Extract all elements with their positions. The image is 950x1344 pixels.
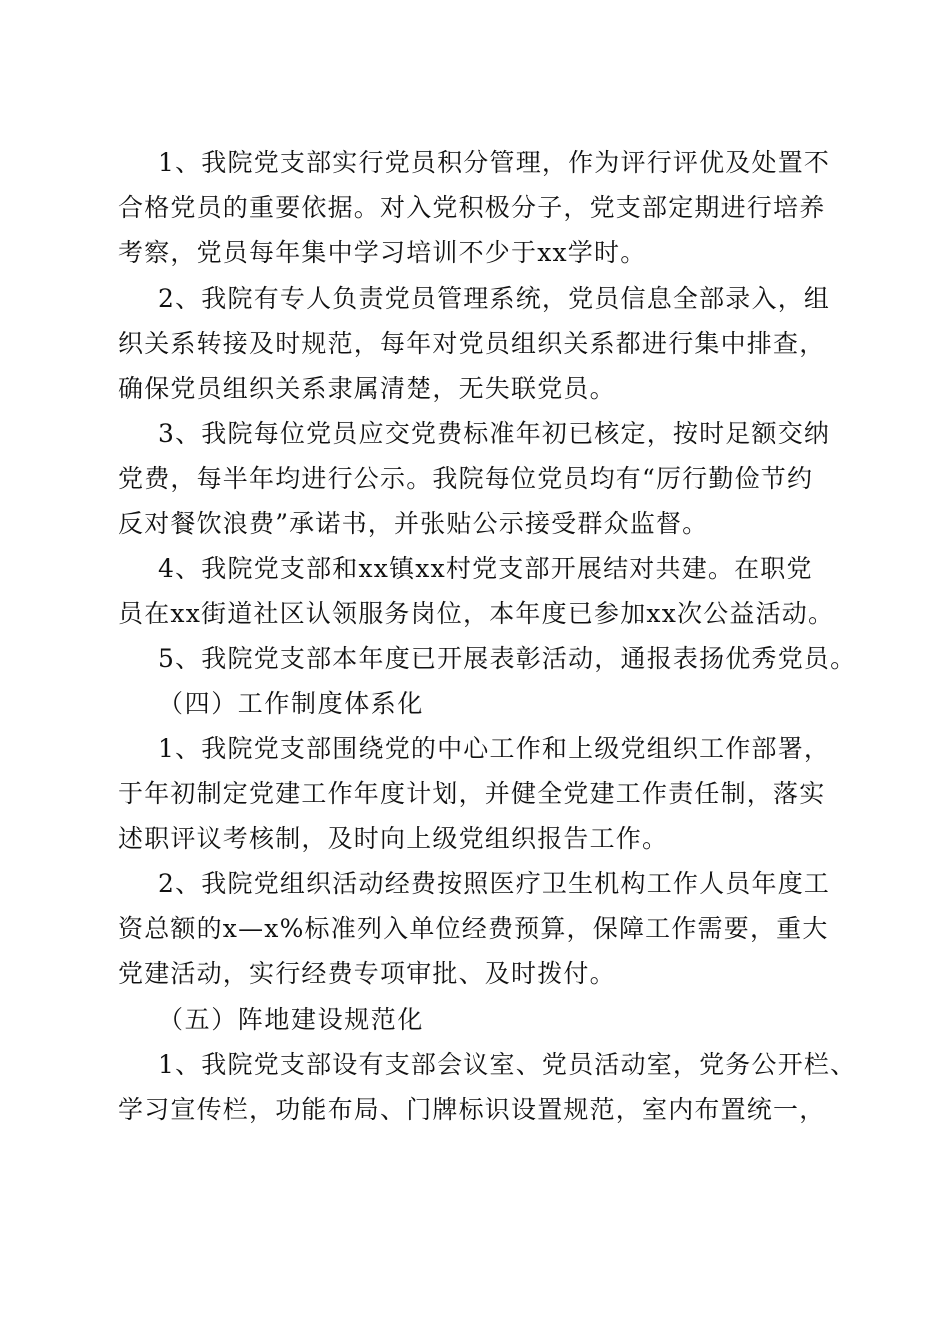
paragraph-line: 考察，党员每年集中学习培训不少于xx学时。 bbox=[118, 238, 647, 267]
paragraph-line: 述职评议考核制，及时向上级党组织报告工作。 bbox=[118, 824, 669, 853]
section-heading: （四）工作制度体系化 bbox=[158, 689, 425, 718]
paragraph-line: 学习宣传栏，功能布局、门牌标识设置规范，室内布置统一， bbox=[118, 1095, 826, 1124]
paragraph-line: 5、我院党支部本年度已开展表彰活动，通报表扬优秀党员。 bbox=[158, 644, 857, 673]
paragraph-line: 党费，每半年均进行公示。我院每位党员均有“厉行勤俭节约 bbox=[118, 464, 814, 493]
paragraph-line: 党建活动，实行经费专项审批、及时拨付。 bbox=[118, 959, 616, 988]
paragraph-line: 3、我院每位党员应交党费标准年初已核定，按时足额交纳 bbox=[158, 419, 831, 448]
section-heading: （五）阵地建设规范化 bbox=[158, 1005, 425, 1034]
paragraph-line: 资总额的x—x%标准列入单位经费预算，保障工作需要，重大 bbox=[118, 914, 829, 943]
paragraph-line: 1、我院党支部实行党员积分管理，作为评行评优及处置不 bbox=[158, 148, 831, 177]
paragraph-line: 1、我院党支部围绕党的中心工作和上级党组织工作部署， bbox=[158, 734, 831, 763]
paragraph-line: 4、我院党支部和xx镇xx村党支部开展结对共建。在职党 bbox=[158, 554, 813, 583]
paragraph-line: 员在xx街道社区认领服务岗位，本年度已参加xx次公益活动。 bbox=[118, 599, 835, 628]
paragraph-line: 1、我院党支部设有支部会议室、党员活动室，党务公开栏、 bbox=[158, 1050, 857, 1079]
paragraph-line: 确保党员组织关系隶属清楚，无失联党员。 bbox=[118, 374, 616, 403]
paragraph-line: 合格党员的重要依据。对入党积极分子，党支部定期进行培养 bbox=[118, 193, 826, 222]
paragraph-line: 2、我院党组织活动经费按照医疗卫生机构工作人员年度工 bbox=[158, 869, 831, 898]
paragraph-line: 反对餐饮浪费”承诺书，并张贴公示接受群众监督。 bbox=[118, 509, 709, 538]
paragraph-line: 于年初制定党建工作年度计划，并健全党建工作责任制，落实 bbox=[118, 779, 826, 808]
paragraph-line: 2、我院有专人负责党员管理系统，党员信息全部录入，组 bbox=[158, 284, 831, 313]
paragraph-line: 织关系转接及时规范，每年对党员组织关系都进行集中排查， bbox=[118, 329, 826, 358]
